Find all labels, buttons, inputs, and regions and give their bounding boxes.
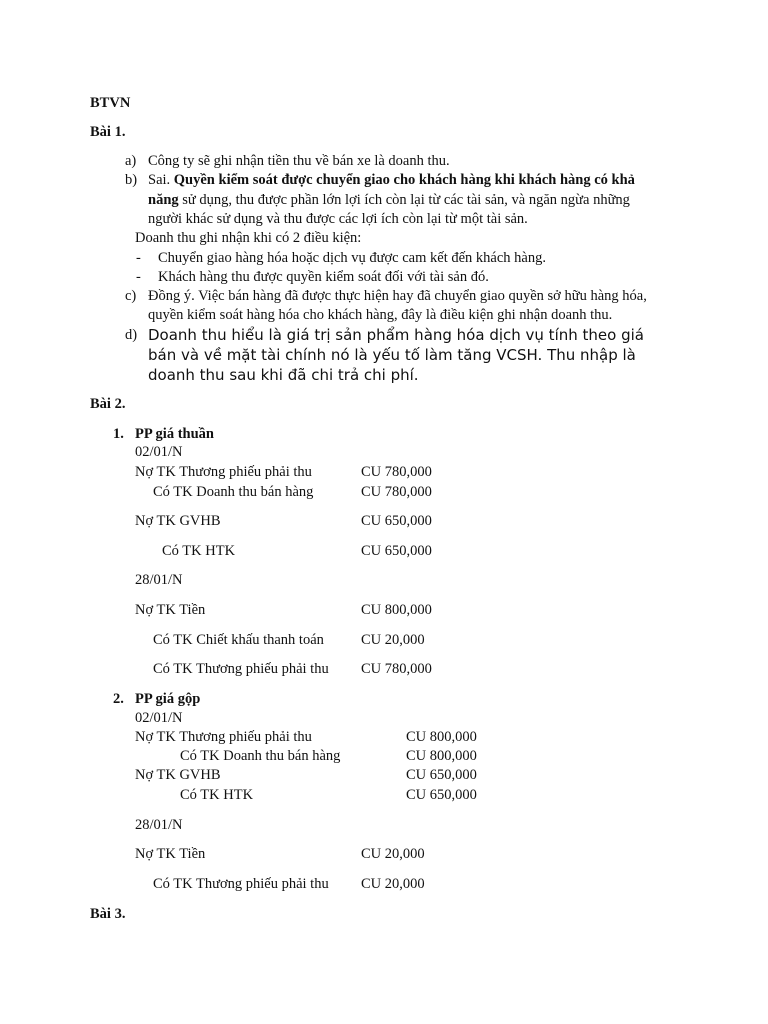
item-a-text: Công ty sẽ ghi nhận tiền thu về bán xe là doanh thu.	[148, 153, 450, 169]
item-b-bold1: Quyền kiểm soát được chuyển giao cho khách hàng khi khách hàng có khả	[173, 172, 635, 188]
m2-entry-label: Có TK Thương phiếu phải thu	[153, 876, 329, 892]
m1-entry-label: Có TK Doanh thu bán hàng	[153, 484, 314, 500]
m2-entry-amount: CU 650,000	[406, 767, 477, 783]
m1-entry-amount: CU 650,000	[361, 513, 432, 529]
m1-entry-label: Nợ TK Thương phiếu phải thu	[135, 464, 312, 480]
doc-title: BTVN	[90, 95, 131, 111]
method2-title: PP giá gộp	[135, 691, 201, 707]
m1-entry-amount: CU 20,000	[361, 632, 425, 648]
item-b-rest2: sử dụng, thu được phần lớn lợi ích còn lại từ các tài sản, và ngăn ngừa những	[178, 192, 630, 208]
m1-entry-label: Có TK HTK	[162, 543, 236, 559]
m1-entry-amount: CU 800,000	[361, 602, 432, 618]
m1-entry-label: Nợ TK Tiền	[135, 602, 206, 618]
condition-dash-1: -	[136, 250, 141, 266]
m2-entry-amount: CU 800,000	[406, 729, 477, 745]
item-b-line2	[148, 191, 630, 210]
item-b-bold2: năng	[148, 192, 179, 208]
m2-entry-amount: CU 650,000	[406, 787, 477, 803]
bai3-heading: Bài 3.	[90, 906, 126, 922]
item-b-line3: người khác sử dụng và thu được các lợi ích còn lại từ một tài sản.	[148, 211, 528, 227]
method2-date2: 28/01/N	[135, 817, 183, 833]
m1-entry-label: Có TK Thương phiếu phải thu	[153, 661, 329, 677]
m1-entry-amount: CU 780,000	[361, 464, 432, 480]
item-c-line2: quyền kiểm soát hàng hóa cho khách hàng, đây là điều kiện ghi nhận doanh thu.	[148, 307, 613, 323]
m1-entry-label: Nợ TK GVHB	[135, 513, 221, 529]
item-d-marker: d)	[125, 327, 138, 343]
m2-entry-label: Có TK Doanh thu bán hàng	[180, 748, 341, 764]
item-d-line2: bán và về mặt tài chính nó là yếu tố làm tăng VCSH. Thu nhập là	[148, 346, 636, 364]
m2-entry-label: Có TK HTK	[180, 787, 254, 803]
m2-entry-label: Nợ TK GVHB	[135, 767, 221, 783]
bai2-heading: Bài 2.	[90, 396, 126, 412]
item-c-marker: c)	[125, 288, 137, 304]
method1-date1: 02/01/N	[135, 444, 183, 460]
m2-entry-amount: CU 800,000	[406, 748, 477, 764]
condition-text-2: Khách hàng thu được quyền kiểm soát đối với tài sản đó.	[158, 269, 489, 285]
item-d-line3: doanh thu sau khi đã chi trả chi phí.	[148, 366, 419, 384]
m1-entry-amount: CU 780,000	[361, 484, 432, 500]
item-a-marker: a)	[125, 153, 137, 169]
item-b-marker: b)	[125, 172, 138, 188]
condition-text-1: Chuyển giao hàng hóa hoặc dịch vụ được cam kết đến khách hàng.	[158, 250, 546, 266]
method1-title: PP giá thuần	[135, 426, 214, 442]
item-b-line1	[148, 171, 635, 190]
m1-entry-label: Có TK Chiết khấu thanh toán	[153, 632, 324, 648]
m2-entry-label: Nợ TK Tiền	[135, 846, 206, 862]
conditions-intro: Doanh thu ghi nhận khi có 2 điều kiện:	[135, 230, 362, 246]
m1-entry-amount: CU 780,000	[361, 661, 432, 677]
method2-number: 2.	[113, 691, 124, 707]
m2-entry-label: Nợ TK Thương phiếu phải thu	[135, 729, 312, 745]
m1-entry-amount: CU 650,000	[361, 543, 432, 559]
condition-dash-2: -	[136, 269, 141, 285]
item-c-line1: Đồng ý. Việc bán hàng đã được thực hiện hay đã chuyển giao quyền sở hữu hàng hóa,	[148, 288, 647, 304]
method1-number: 1.	[113, 426, 124, 442]
m2-entry-amount: CU 20,000	[361, 846, 425, 862]
item-d-line1: Doanh thu hiểu là giá trị sản phẩm hàng hóa dịch vụ tính theo giá	[148, 326, 644, 344]
method1-date2: 28/01/N	[135, 572, 183, 588]
item-b-prefix: Sai.	[148, 172, 174, 188]
bai1-heading: Bài 1.	[90, 124, 126, 140]
m2-entry-amount: CU 20,000	[361, 876, 425, 892]
method2-date1: 02/01/N	[135, 710, 183, 726]
